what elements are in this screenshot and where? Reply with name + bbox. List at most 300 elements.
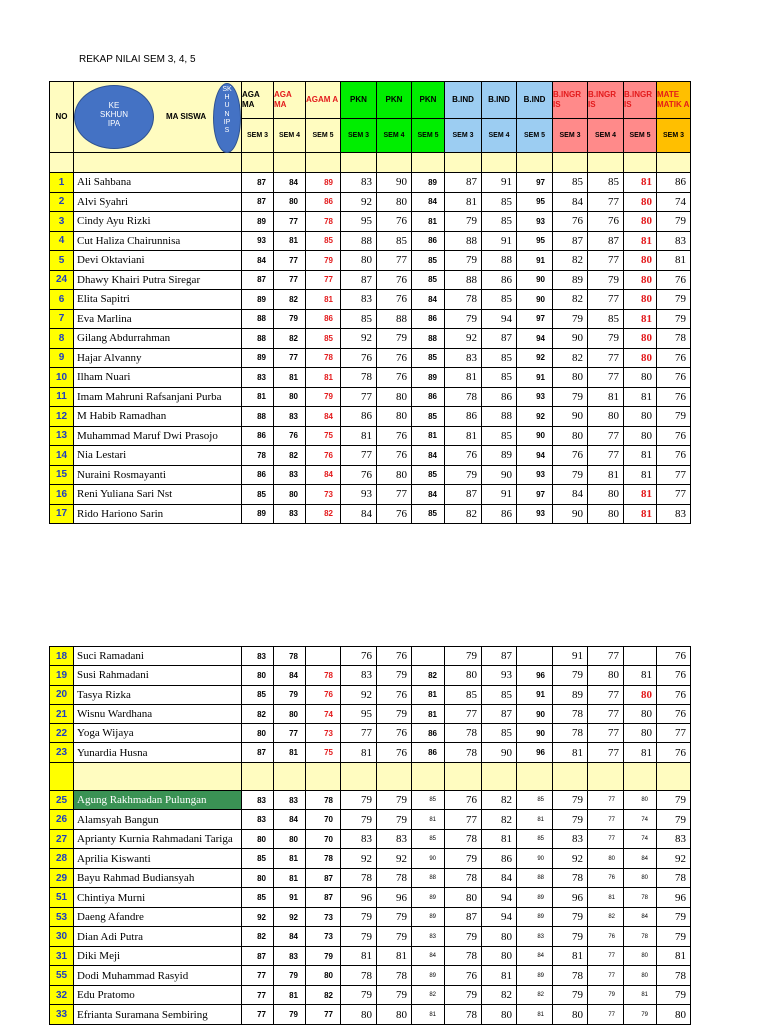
grade-cell: 80 [341,1005,377,1025]
grade-cell: 79 [624,1005,657,1025]
grade-cell: 80 [377,465,412,485]
grade-cell: 87 [482,329,517,349]
row-number: 30 [50,927,74,947]
grade-cell: 76 [657,685,691,704]
grade-cell: 78 [306,212,341,232]
grade-cell: 82 [588,907,624,927]
grade-cell: 96 [517,743,553,762]
grade-cell: 95 [517,231,553,251]
row-number: 24 [50,270,74,290]
grade-cell: 79 [657,790,691,810]
grade-cell: 79 [588,985,624,1005]
grade-cell: 80 [624,946,657,966]
header-sem: SEM 3 [445,119,482,153]
grade-cell: 81 [341,426,377,446]
header-sem: SEM 3 [341,119,377,153]
header-blank-row [50,153,691,173]
row-number: 16 [50,485,74,505]
grade-cell: 90 [412,849,445,869]
table-row [50,810,691,830]
grade-cell: 96 [341,888,377,908]
grade-cell: 80 [624,348,657,368]
row-number: 22 [50,724,74,743]
grade-cell: 79 [553,927,588,947]
grade-cell: 93 [517,504,553,524]
grade-cell: 79 [445,985,482,1005]
grade-cell: 80 [624,407,657,427]
table-row [50,309,691,329]
grade-cell: 76 [553,212,588,232]
student-name: Nia Lestari [74,446,242,466]
grade-cell: 78 [306,849,341,869]
grade-cell: 82 [553,348,588,368]
row-number: 6 [50,290,74,310]
grade-cell: 87 [242,946,274,966]
table-row [50,907,691,927]
grade-cell: 76 [657,368,691,388]
grade-cell: 78 [306,790,341,810]
table-row [50,946,691,966]
report-title: REKAP NILAI SEM 3, 4, 5 [79,54,196,65]
grade-cell: 89 [553,685,588,704]
row-number: 51 [50,888,74,908]
grade-cell: 93 [482,666,517,685]
student-name: Reni Yuliana Sari Nst [74,485,242,505]
grade-cell: 87 [445,173,482,193]
grade-cell: 80 [445,888,482,908]
table-row [50,985,691,1005]
grade-cell: 89 [517,966,553,986]
grade-cell: 77 [242,985,274,1005]
student-name: Dhawy Khairi Putra Siregar [74,270,242,290]
grade-cell: 87 [341,270,377,290]
grade-cell: 88 [242,309,274,329]
table-row [50,387,691,407]
grade-cell: 79 [377,329,412,349]
grade-cell: 89 [412,888,445,908]
grade-cell: 87 [242,173,274,193]
grade-cell: 85 [306,231,341,251]
grade-cell: 85 [517,829,553,849]
header-sem: SEM 3 [242,119,274,153]
grade-cell: 85 [412,829,445,849]
grade-cell: 85 [588,309,624,329]
grade-cell: 81 [624,173,657,193]
row-number: 33 [50,1005,74,1025]
grade-cell: 76 [588,212,624,232]
grade-cell: 89 [412,173,445,193]
grade-cell: 81 [624,446,657,466]
grade-cell: 85 [517,790,553,810]
grade-cell: 81 [482,829,517,849]
grade-cell: 80 [624,290,657,310]
student-name: Susi Rahmadani [74,666,242,685]
grade-cell: 88 [445,231,482,251]
grade-cell: 76 [377,270,412,290]
grade-cell: 83 [242,368,274,388]
grade-cell: 93 [242,231,274,251]
header-subject: B.INGR IS [588,82,624,119]
grade-cell: 79 [341,790,377,810]
grade-cell: 87 [445,485,482,505]
grade-cell: 77 [274,251,306,271]
student-name: Aprilia Kiswanti [74,849,242,869]
grade-cell: 87 [445,907,482,927]
grade-cell: 82 [482,985,517,1005]
grade-cell: 79 [657,985,691,1005]
grade-cell: 83 [412,927,445,947]
grade-cell: 84 [306,407,341,427]
table-row [50,849,691,869]
header-sem: SEM 3 [657,119,691,153]
student-name: Nuraini Rosmayanti [74,465,242,485]
grade-cell: 90 [517,426,553,446]
grade-cell: 78 [341,966,377,986]
grade-cell: 79 [657,407,691,427]
grade-cell: 78 [274,647,306,666]
grade-cell [624,647,657,666]
grade-cell: 87 [242,192,274,212]
grade-cell: 81 [274,849,306,869]
grade-cell: 85 [341,309,377,329]
grade-cell: 81 [445,192,482,212]
grade-cell: 92 [377,849,412,869]
grade-cell: 94 [482,888,517,908]
grade-cell: 89 [482,446,517,466]
grade-cell: 80 [624,270,657,290]
grade-cell: 81 [624,743,657,762]
grade-cell: 83 [657,829,691,849]
row-number: 5 [50,251,74,271]
grade-cell: 96 [517,666,553,685]
grade-cell: 85 [377,231,412,251]
grade-cell: 84 [274,666,306,685]
grade-cell: 79 [274,966,306,986]
grade-cell: 79 [445,309,482,329]
grade-cell: 79 [306,251,341,271]
row-number: 14 [50,446,74,466]
grade-cell: 80 [624,251,657,271]
grade-cell: 90 [553,504,588,524]
grade-cell: 94 [517,329,553,349]
grade-cell: 76 [657,426,691,446]
grade-cell: 82 [274,290,306,310]
row-number: 21 [50,704,74,723]
grade-cell: 83 [242,790,274,810]
grade-cell: 81 [306,290,341,310]
grade-cell: 82 [274,446,306,466]
grade-cell: 78 [657,966,691,986]
grade-cell: 91 [517,685,553,704]
grade-cell: 81 [274,985,306,1005]
grade-cell: 91 [482,173,517,193]
student-name: Elita Sapitri [74,290,242,310]
grade-cell: 74 [306,704,341,723]
grade-cell: 81 [624,387,657,407]
grade-cell: 89 [306,173,341,193]
grade-cell: 79 [445,251,482,271]
grade-cell: 93 [517,212,553,232]
row-number: 55 [50,966,74,986]
grade-cell: 97 [517,173,553,193]
header-subject: B.INGR IS [624,82,657,119]
grade-cell: 80 [588,666,624,685]
grade-cell: 78 [657,868,691,888]
grade-cell: 77 [377,485,412,505]
student-name: Hajar Alvanny [74,348,242,368]
grade-cell: 85 [412,504,445,524]
header-subject: B.IND [517,82,553,119]
grade-cell: 78 [377,966,412,986]
grade-cell: 79 [657,927,691,947]
grade-cell: 92 [517,348,553,368]
student-name: Diki Meji [74,946,242,966]
grade-cell: 79 [377,790,412,810]
table-row [50,647,691,666]
grade-cell: 70 [306,810,341,830]
grade-cell: 76 [377,685,412,704]
grade-cell: 79 [553,387,588,407]
grade-cell: 80 [274,704,306,723]
row-number: 15 [50,465,74,485]
grade-cell: 85 [306,329,341,349]
table-row [50,666,691,685]
grade-cell: 85 [412,348,445,368]
grade-cell: 81 [341,946,377,966]
grade-cell: 84 [306,465,341,485]
grade-cell: 91 [482,485,517,505]
grade-cell: 78 [445,724,482,743]
row-number: 17 [50,504,74,524]
table-row [50,212,691,232]
grade-cell: 80 [306,966,341,986]
grade-cell: 79 [445,927,482,947]
grade-cell: 83 [341,829,377,849]
grade-cell: 78 [624,927,657,947]
grade-cell: 84 [553,192,588,212]
header-sem: SEM 4 [482,119,517,153]
grade-cell: 85 [482,685,517,704]
grade-cell: 85 [242,888,274,908]
grade-cell: 92 [553,849,588,869]
row-number: 7 [50,309,74,329]
table-row [50,1005,691,1025]
grade-cell: 81 [242,387,274,407]
table-row [50,446,691,466]
grade-cell: 79 [377,927,412,947]
grade-cell: 80 [274,829,306,849]
grade-cell: 92 [274,907,306,927]
grade-cell: 70 [306,829,341,849]
grade-cell: 87 [588,231,624,251]
grade-cell: 79 [657,907,691,927]
grade-cell: 92 [445,329,482,349]
grade-cell: 76 [657,348,691,368]
grade-cell: 77 [588,1005,624,1025]
grade-cell: 80 [624,368,657,388]
grade-cell: 87 [553,231,588,251]
grade-cell: 94 [517,446,553,466]
grade-cell: 86 [445,407,482,427]
header-sem: SEM 3 [553,119,588,153]
grade-cell: 80 [482,946,517,966]
grade-cell: 77 [588,290,624,310]
grade-cell: 76 [445,446,482,466]
grade-cell: 85 [412,251,445,271]
header-sem: SEM 5 [412,119,445,153]
grade-cell: 79 [341,907,377,927]
student-name: Aprianty Kurnia Rahmadani Tariga [74,829,242,849]
grade-cell: 95 [517,192,553,212]
grade-cell: 83 [553,829,588,849]
grade-cell: 82 [412,985,445,1005]
grade-cell: 80 [482,927,517,947]
grade-cell: 76 [445,966,482,986]
grade-cell: 80 [377,1005,412,1025]
grade-cell: 73 [306,724,341,743]
grade-cell: 97 [517,485,553,505]
grade-cell: 76 [377,446,412,466]
student-name: Imam Mahruni Rafsanjani Purba [74,387,242,407]
grade-cell: 83 [274,790,306,810]
table-row [50,426,691,446]
grade-cell: 80 [624,966,657,986]
row-number: 1 [50,173,74,193]
grade-cell: 79 [377,666,412,685]
grade-cell: 77 [341,387,377,407]
grade-cell: 82 [306,985,341,1005]
row-number: 10 [50,368,74,388]
grade-cell: 89 [412,966,445,986]
grade-cell: 81 [588,888,624,908]
grade-cell: 80 [553,368,588,388]
table-row [50,192,691,212]
grade-cell: 77 [445,810,482,830]
grade-cell: 77 [588,946,624,966]
grade-cell: 80 [242,724,274,743]
row-number: 13 [50,426,74,446]
grade-cell: 79 [588,329,624,349]
grade-cell: 90 [553,407,588,427]
row-number: 31 [50,946,74,966]
grade-cell: 81 [657,946,691,966]
table-row [50,368,691,388]
grade-cell: 97 [517,309,553,329]
grade-cell: 77 [242,966,274,986]
grade-cell: 73 [306,485,341,505]
grade-cell: 88 [341,231,377,251]
grade-cell: 82 [274,329,306,349]
grade-cell: 95 [341,704,377,723]
grade-cell: 82 [553,251,588,271]
grade-cell: 81 [274,743,306,762]
grade-cell: 91 [553,647,588,666]
header-sem: SEM 4 [377,119,412,153]
grade-cell: 79 [341,985,377,1005]
grade-cell: 81 [274,231,306,251]
grade-cell: 94 [482,309,517,329]
grade-cell: 79 [377,810,412,830]
grade-cell: 78 [553,704,588,723]
grade-cell: 84 [341,504,377,524]
grade-cell: 79 [306,946,341,966]
skhun-ipa-circle: KE SKHUN IPA [74,85,154,149]
row-number: 53 [50,907,74,927]
grade-cell: 81 [588,387,624,407]
grade-cell: 83 [657,231,691,251]
grade-cell: 77 [274,212,306,232]
grade-cell: 77 [588,685,624,704]
grade-cell: 77 [341,724,377,743]
row-number: 28 [50,849,74,869]
skhun-ips-circle: SK H U N IP S [213,83,241,153]
student-name: Dodi Muhammad Rasyid [74,966,242,986]
grade-cell: 84 [482,868,517,888]
grade-cell: 92 [341,329,377,349]
grade-cell: 84 [553,485,588,505]
grade-cell: 79 [657,290,691,310]
row-number: 29 [50,868,74,888]
grade-cell: 84 [412,946,445,966]
grade-cell: 86 [242,465,274,485]
student-name: Eva Marlina [74,309,242,329]
grade-cell: 83 [274,407,306,427]
grade-cell: 78 [445,743,482,762]
grade-cell: 91 [274,888,306,908]
header-subject: PKN [412,82,445,119]
grade-cell: 84 [242,251,274,271]
grade-cell: 85 [412,407,445,427]
grade-cell: 95 [341,212,377,232]
grade-cell: 82 [553,290,588,310]
grade-cell: 77 [588,192,624,212]
grade-cell: 81 [412,685,445,704]
row-number: 26 [50,810,74,830]
student-name: Bayu Rahmad Budiansyah [74,868,242,888]
row-number: 19 [50,666,74,685]
grade-cell: 88 [482,407,517,427]
grade-cell: 79 [553,985,588,1005]
grade-cell: 78 [445,387,482,407]
grade-cell: 92 [657,849,691,869]
grade-cell: 80 [242,868,274,888]
student-name: Suci Ramadani [74,647,242,666]
grade-cell: 86 [482,387,517,407]
grade-cell: 77 [588,647,624,666]
grade-cell: 79 [553,907,588,927]
grade-cell: 74 [657,192,691,212]
header-subject: AGAM A [306,82,341,119]
grade-cell: 80 [445,666,482,685]
grade-cell: 78 [657,329,691,349]
grade-cell: 78 [445,946,482,966]
grade-cell: 80 [482,1005,517,1025]
grade-cell: 79 [274,685,306,704]
grade-cell: 77 [306,270,341,290]
grade-cell: 77 [274,348,306,368]
grade-cell: 77 [588,829,624,849]
student-name: Tasya Rizka [74,685,242,704]
table-row [50,888,691,908]
grade-cell: 84 [624,849,657,869]
grade-cell: 77 [588,446,624,466]
grade-cell: 80 [624,868,657,888]
grade-cell: 79 [553,790,588,810]
grade-cell: 85 [412,270,445,290]
table-row [50,790,691,810]
grade-cell: 83 [445,348,482,368]
grade-cell: 78 [242,446,274,466]
